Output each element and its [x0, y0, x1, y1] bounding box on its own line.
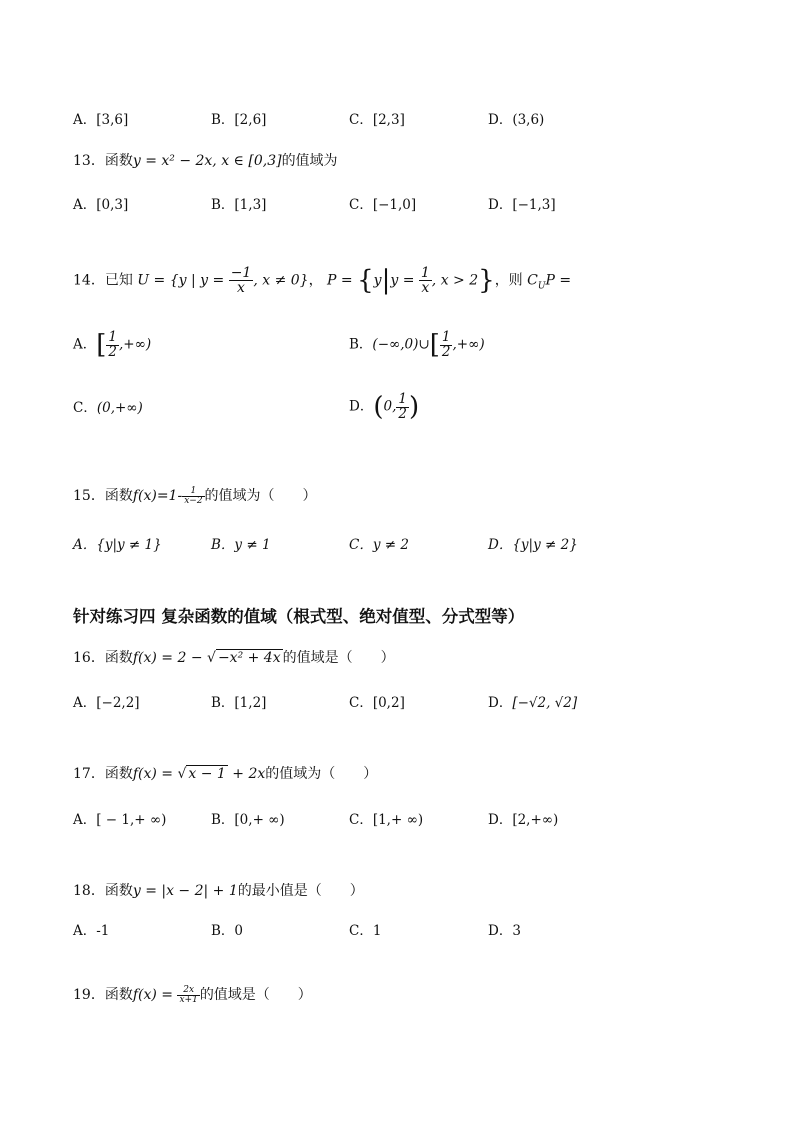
q17-option-c: C．[1,+ ∞): [349, 812, 424, 828]
q15-option-b: B．y ≠ 1: [211, 537, 271, 553]
q14-a-label: A．: [73, 336, 97, 353]
q14-d-den: 2: [398, 405, 407, 422]
q14-p-right: , x > 2: [431, 272, 479, 289]
q14-u-fraction: [229, 266, 254, 295]
q13-number: 13．函数: [73, 153, 133, 169]
q14-p-rbrace: }: [478, 265, 495, 296]
q14-u-left: U = {y | y =: [137, 272, 225, 289]
q17-number: 17．函数: [73, 766, 133, 782]
q16-sqrt-sign: √: [207, 650, 216, 666]
q14-u-right: , x ≠ 0}: [253, 272, 309, 289]
q14-b-head: (−∞,0)∪: [372, 336, 430, 353]
q14-tail: ，则: [494, 272, 523, 289]
q14-p-lbrace: {: [357, 265, 374, 296]
q18-stem: [73, 880, 364, 900]
q15-option-a: A．{y|y ≠ 1}: [73, 537, 162, 553]
q17-sqrt-sign: √: [177, 766, 187, 782]
q14-a-tail: ,+∞): [119, 336, 152, 353]
q16-number: 16．函数: [73, 650, 133, 666]
q16-suffix: 的值域是（ ）: [282, 650, 395, 666]
q17-option-b: B．[0,+ ∞): [211, 812, 285, 828]
q13-option-a: A．[0,3]: [73, 197, 129, 213]
q14-d-rparen: ): [408, 392, 420, 422]
q17-stem: [73, 763, 377, 783]
q14-b-den: 2: [441, 343, 451, 360]
q19-fraction: [177, 986, 199, 1005]
q16-radicand: −x² + 4x: [217, 650, 281, 666]
q15-expr: f(x)=1-: [132, 488, 183, 504]
q17-expr-tail: + 2x: [232, 766, 266, 782]
section-title: 针对练习四 复杂函数的值域（根式型、绝对值型、分式型等）: [73, 607, 525, 626]
q14-b-num: 1: [441, 329, 451, 345]
q14-c-label: C．: [73, 400, 97, 416]
q18-suffix: 的最小值是（ ）: [237, 883, 364, 899]
q19-num: 2x: [177, 986, 199, 996]
q14-a-lbracket: [: [96, 330, 107, 360]
q14-complement: C: [527, 272, 538, 289]
q16-expr-head: f(x) = 2 −: [132, 650, 203, 666]
q16-option-b: B．[1,2]: [211, 695, 267, 711]
q14-option-b: [349, 331, 485, 359]
q18-option-d: D．3: [488, 923, 521, 939]
q19-stem: [73, 984, 312, 1005]
q18-option-c: C．1: [349, 923, 382, 939]
q14-p-left: P =: [327, 272, 353, 289]
q14-option-d: [349, 393, 419, 421]
q15-suffix: 的值域为（ ）: [204, 488, 317, 504]
q14-p-bar: |: [381, 265, 391, 296]
q14-number: 14．已知: [73, 272, 133, 289]
q17-expr-head: f(x) =: [132, 766, 174, 782]
q18-number: 18．函数: [73, 883, 133, 899]
q17-option-a: A．[ − 1,+ ∞): [73, 812, 167, 828]
q19-number: 19．函数: [73, 987, 133, 1003]
q12-option-d: D．(3,6): [488, 112, 545, 128]
q16-stem: [73, 647, 395, 667]
q14-complement-tail: P =: [545, 272, 572, 289]
q14-stem: [73, 266, 571, 295]
q17-radicand: x − 1: [188, 766, 226, 782]
q14-d-lparen: (: [373, 392, 384, 422]
q14-d-num: 1: [398, 391, 407, 407]
q14-d-head: 0,: [383, 398, 397, 415]
q19-expr-head: f(x) =: [132, 987, 174, 1003]
q15-option-c: C．y ≠ 2: [349, 537, 409, 553]
q13-suffix: 的值域为: [281, 153, 338, 169]
q14-b-label: B．: [349, 336, 373, 353]
q14-option-a: [73, 331, 151, 359]
q12-option-b: B．[2,6]: [211, 112, 267, 128]
q14-p-set-mid: y =: [390, 272, 415, 289]
q12-option-c: C．[2,3]: [349, 112, 405, 128]
q18-option-a: A．-1: [73, 923, 110, 939]
q14-b-tail: ,+∞): [452, 336, 485, 353]
q17-suffix: 的值域为（ ）: [265, 766, 378, 782]
q17-option-d: D．[2,+∞): [488, 812, 559, 828]
q16-d-val: [−√2, √2]: [512, 695, 578, 711]
q14-p-fraction: [419, 266, 432, 295]
q15-number: 15．函数: [73, 488, 133, 504]
q15-num: 1: [182, 487, 204, 497]
q14-d-fraction: [396, 393, 409, 421]
q19-suffix: 的值域是（ ）: [199, 987, 312, 1003]
q14-b-fraction: [440, 331, 453, 359]
q18-expr: y = |x − 2| + 1: [132, 883, 238, 899]
q18-option-b: B．0: [211, 923, 244, 939]
q16-option-d: [488, 691, 577, 711]
q14-p-set-head: y: [373, 272, 382, 289]
q14-u-den: x: [237, 280, 245, 296]
q14-u-num: −1: [230, 265, 252, 281]
q15-stem: [73, 485, 317, 506]
q16-option-c: C．[0,2]: [349, 695, 405, 711]
q14-a-num: 1: [108, 329, 117, 345]
q15-fraction: [182, 487, 204, 506]
q13-expr: y = x² − 2x, x ∈ [0,3]: [132, 153, 282, 169]
q16-d-label: D．: [488, 695, 513, 711]
q14-comma: ，: [308, 272, 323, 289]
q19-den: x+1: [179, 994, 198, 1005]
q14-a-den: 2: [108, 343, 117, 360]
q14-complement-sub: U: [537, 281, 546, 292]
q14-p-num: 1: [420, 265, 430, 281]
q13-option-d: D．[−1,3]: [488, 197, 556, 213]
q15-den: x−2: [184, 495, 203, 506]
q16-option-a: A．[−2,2]: [73, 695, 140, 711]
q13-option-c: C．[−1,0]: [349, 197, 417, 213]
q14-d-label: D．: [349, 398, 374, 415]
q15-option-d: D．{y|y ≠ 2}: [488, 537, 578, 553]
q13-stem: [73, 150, 338, 170]
q14-p-den: x: [421, 280, 430, 296]
q14-c-val: (0,+∞): [96, 400, 143, 416]
q14-b-lbracket: [: [429, 330, 440, 360]
q14-option-c: [73, 396, 143, 416]
q12-option-a: A．[3,6]: [73, 112, 129, 128]
q14-a-fraction: [106, 331, 119, 359]
q13-option-b: B．[1,3]: [211, 197, 267, 213]
